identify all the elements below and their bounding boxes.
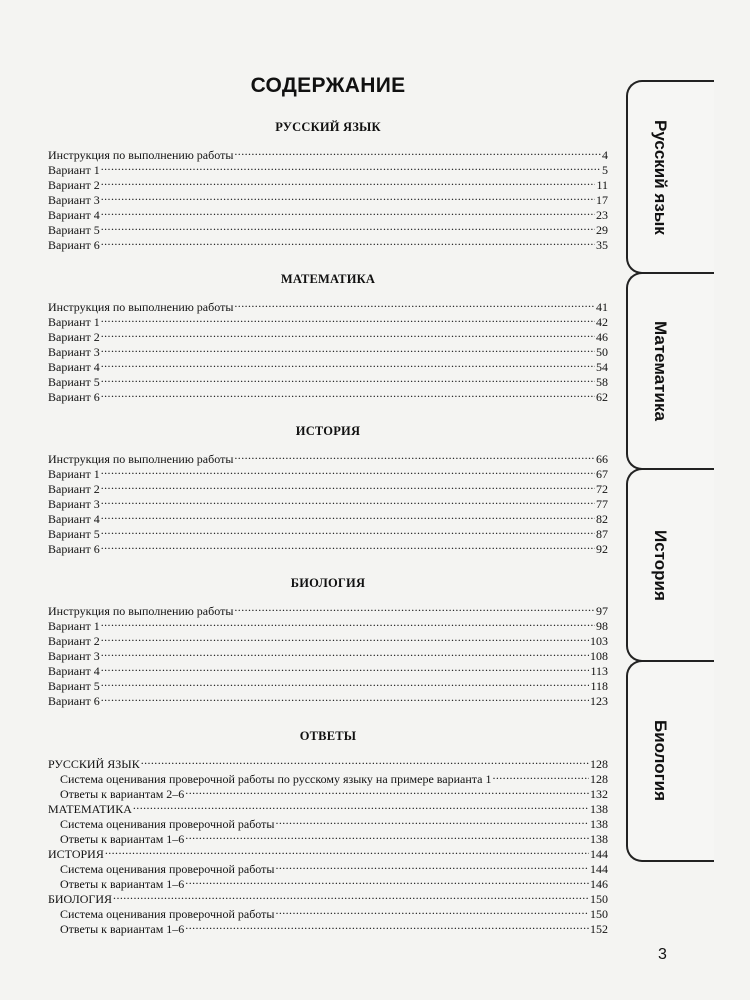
- toc-entry[interactable]: [48, 508, 608, 526]
- dot-leader: [101, 159, 601, 174]
- toc-entry-label: Вариант 4: [48, 208, 100, 222]
- dot-leader: [101, 690, 589, 705]
- toc-entry[interactable]: [48, 858, 608, 876]
- tab-label: История: [651, 529, 670, 601]
- toc-entry[interactable]: [48, 690, 608, 708]
- toc-entry[interactable]: [48, 371, 608, 389]
- toc-entry[interactable]: [48, 386, 608, 404]
- dot-leader: [101, 356, 595, 371]
- dot-leader: [101, 523, 595, 538]
- toc-entry[interactable]: [48, 523, 608, 541]
- toc-entry-label: ИСТОРИЯ: [48, 847, 104, 861]
- toc-entry[interactable]: [48, 493, 608, 511]
- dot-leader: [101, 675, 590, 690]
- toc-entry-label: Вариант 2: [48, 178, 100, 192]
- toc-entry-label: Вариант 3: [48, 497, 100, 511]
- dot-leader: [101, 234, 595, 249]
- toc-entry-page: 92: [596, 542, 608, 556]
- dot-leader: [234, 448, 595, 463]
- section-gap: [48, 249, 608, 270]
- toc-entry-label: Вариант 1: [48, 315, 100, 329]
- toc-entry-page: 132: [590, 787, 608, 801]
- toc-entry-label: Инструкция по выполнению работы: [48, 604, 234, 618]
- dot-leader: [101, 371, 595, 386]
- toc-entry-page: 152: [590, 922, 608, 936]
- toc-entry[interactable]: [48, 296, 608, 314]
- toc-entry-label: Вариант 2: [48, 634, 100, 648]
- toc-entry-label: Система оценивания проверочной работы: [60, 862, 275, 876]
- toc-entry-label: МАТЕМАТИКА: [48, 802, 132, 816]
- toc-entry-label: Вариант 1: [48, 467, 100, 481]
- toc-entry-label: Вариант 4: [48, 664, 100, 678]
- toc-entry-page: 118: [590, 679, 608, 693]
- toc-entry[interactable]: [48, 675, 608, 693]
- toc-entry[interactable]: [48, 356, 608, 374]
- toc-entry-page: 41: [596, 300, 608, 314]
- dot-leader: [234, 296, 595, 311]
- dot-leader: [101, 538, 595, 553]
- section-title: РУССКИЙ ЯЗЫК: [275, 120, 381, 134]
- dot-leader: [234, 144, 601, 159]
- toc-entry-label: РУССКИЙ ЯЗЫК: [48, 757, 140, 771]
- toc-entry-label: Вариант 2: [48, 482, 100, 496]
- subject-tabs: [626, 76, 716, 866]
- toc-entry-label: БИОЛОГИЯ: [48, 892, 113, 906]
- toc-entry-page: 23: [596, 208, 608, 222]
- toc-entry[interactable]: [48, 645, 608, 663]
- toc-section: [48, 574, 608, 708]
- dot-leader: [275, 903, 589, 918]
- toc-entry-page: 150: [590, 907, 608, 921]
- toc-entry-page: 11: [596, 178, 608, 192]
- toc-entry-label: Вариант 1: [48, 163, 100, 177]
- toc-entry-page: 128: [590, 757, 608, 771]
- toc-entry[interactable]: [48, 660, 608, 678]
- dot-leader: [105, 843, 589, 858]
- toc-entry-label: Система оценивания проверочной работы: [60, 907, 275, 921]
- dot-leader: [185, 783, 589, 798]
- toc-entry-page: 58: [596, 375, 608, 389]
- dot-leader: [101, 311, 595, 326]
- dot-leader: [101, 615, 595, 630]
- toc-entry[interactable]: [48, 630, 608, 648]
- toc-entry-page: 35: [596, 238, 608, 252]
- dot-leader: [234, 600, 595, 615]
- dot-leader: [185, 873, 589, 888]
- dot-leader: [101, 463, 595, 478]
- toc-section: [48, 727, 608, 936]
- toc-entry[interactable]: [48, 144, 608, 162]
- dot-leader: [101, 493, 595, 508]
- dot-leader: [101, 508, 595, 523]
- toc-entry[interactable]: [48, 753, 608, 771]
- toc-entry[interactable]: [48, 341, 608, 359]
- toc-section: [48, 118, 608, 252]
- toc-entry-page: 77: [596, 497, 608, 511]
- toc-entry-page: 82: [596, 512, 608, 526]
- toc-entry[interactable]: [48, 615, 608, 633]
- toc-entry-page: 66: [596, 452, 608, 466]
- toc-entry-page: 123: [590, 694, 608, 708]
- toc-entry-label: Инструкция по выполнению работы: [48, 300, 234, 314]
- toc-entry-page: 138: [590, 802, 608, 816]
- toc-entry-page: 146: [590, 877, 608, 891]
- toc-entry-page: 87: [596, 527, 608, 541]
- toc-entry-label: Ответы к вариантам 1–6: [60, 922, 185, 936]
- toc-entry-label: Вариант 3: [48, 345, 100, 359]
- toc-entry[interactable]: [48, 463, 608, 481]
- toc-entry[interactable]: [48, 234, 608, 252]
- toc-entry-label: Вариант 2: [48, 330, 100, 344]
- toc-entry[interactable]: [48, 538, 608, 556]
- toc-entry-label: Вариант 5: [48, 527, 100, 541]
- section-title: БИОЛОГИЯ: [290, 576, 366, 590]
- toc-entry-label: Вариант 1: [48, 619, 100, 633]
- toc-entry-page: 72: [596, 482, 608, 496]
- toc-entry[interactable]: [48, 189, 608, 207]
- dot-leader: [101, 645, 589, 660]
- section-gap: [48, 705, 608, 727]
- toc-entry[interactable]: [48, 219, 608, 237]
- tab-label: Русский язык: [651, 119, 670, 235]
- dot-leader: [101, 204, 595, 219]
- toc-entry[interactable]: [48, 159, 608, 177]
- toc-entry-label: Вариант 6: [48, 390, 100, 404]
- toc-entry-label: Система оценивания проверочной работы по русскому языку на примере варианта 1: [60, 772, 492, 786]
- tab-math[interactable]: [626, 272, 714, 470]
- toc-entry-page: 128: [590, 772, 608, 786]
- dot-leader: [101, 341, 595, 356]
- toc-entry-page: 46: [596, 330, 608, 344]
- toc-entry-label: Вариант 3: [48, 193, 100, 207]
- toc-entry-label: Вариант 6: [48, 694, 100, 708]
- dot-leader: [492, 768, 589, 783]
- dot-leader: [275, 813, 589, 828]
- toc-entry-page: 138: [590, 832, 608, 846]
- toc-entry-label: Вариант 6: [48, 542, 100, 556]
- dot-leader: [101, 174, 596, 189]
- dot-leader: [101, 189, 595, 204]
- toc-entry-page: 42: [596, 315, 608, 329]
- dot-leader: [101, 326, 595, 341]
- toc-entry-page: 144: [590, 847, 608, 861]
- toc-entry-page: 17: [596, 193, 608, 207]
- toc-entry-label: Вариант 4: [48, 512, 100, 526]
- toc-entry-page: 150: [590, 892, 608, 906]
- toc-entry-label: Вариант 5: [48, 375, 100, 389]
- toc-entry-label: Вариант 5: [48, 679, 100, 693]
- toc-entry[interactable]: [48, 843, 608, 861]
- toc-entry[interactable]: [48, 448, 608, 466]
- toc-entry-page: 103: [590, 634, 608, 648]
- dot-leader: [185, 918, 589, 933]
- toc-entry[interactable]: [48, 813, 608, 831]
- dot-leader: [185, 828, 589, 843]
- dot-leader: [101, 660, 590, 675]
- section-title: МАТЕМАТИКА: [280, 272, 376, 286]
- toc-entry-page: 97: [596, 604, 608, 618]
- toc-entry-page: 67: [596, 467, 608, 481]
- toc-entry-label: Ответы к вариантам 1–6: [60, 877, 185, 891]
- toc-section: [48, 270, 608, 404]
- toc-entry[interactable]: [48, 174, 608, 192]
- toc-entry-page: 50: [596, 345, 608, 359]
- dot-leader: [141, 753, 589, 768]
- dot-leader: [101, 478, 595, 493]
- toc-section: [48, 422, 608, 556]
- tab-history[interactable]: [626, 468, 714, 662]
- toc-entry[interactable]: [48, 204, 608, 222]
- tab-label: Математика: [651, 321, 670, 421]
- toc-entry-page: 144: [590, 862, 608, 876]
- toc-entry-label: Вариант 3: [48, 649, 100, 663]
- toc-entry-page: 62: [596, 390, 608, 404]
- toc-entry[interactable]: [48, 311, 608, 329]
- tab-russian[interactable]: [626, 80, 714, 274]
- toc-entry[interactable]: [48, 798, 608, 816]
- toc-entry-label: Система оценивания проверочной работы: [60, 817, 275, 831]
- toc-entry-page: 108: [590, 649, 608, 663]
- toc-entry-page: 138: [590, 817, 608, 831]
- page-number: 3: [658, 946, 667, 963]
- toc-entry-label: Вариант 5: [48, 223, 100, 237]
- toc-entry-label: Инструкция по выполнению работы: [48, 452, 234, 466]
- toc-entry-label: Ответы к вариантам 1–6: [60, 832, 185, 846]
- toc-entry-label: Вариант 6: [48, 238, 100, 252]
- toc-entry-label: Вариант 4: [48, 360, 100, 374]
- table-of-contents: [48, 118, 608, 936]
- dot-leader: [101, 630, 589, 645]
- toc-entry-page: 113: [590, 664, 608, 678]
- dot-leader: [101, 219, 595, 234]
- toc-entry-page: 54: [596, 360, 608, 374]
- toc-entry-page: 29: [596, 223, 608, 237]
- page-title: СОДЕРЖАНИЕ: [250, 74, 406, 97]
- toc-entry[interactable]: [48, 903, 608, 921]
- toc-entry-page: 5: [602, 163, 608, 177]
- section-title: ИСТОРИЯ: [295, 424, 361, 438]
- tab-biology[interactable]: [626, 660, 714, 862]
- section-gap: [48, 401, 608, 422]
- toc-entry-label: Инструкция по выполнению работы: [48, 148, 234, 162]
- dot-leader: [275, 858, 589, 873]
- section-gap: [48, 553, 608, 574]
- dot-leader: [133, 798, 589, 813]
- toc-entry[interactable]: [48, 888, 608, 906]
- toc-entry-page: 4: [602, 148, 608, 162]
- dot-leader: [101, 386, 595, 401]
- toc-entry-page: 98: [596, 619, 608, 633]
- toc-entry[interactable]: [48, 600, 608, 618]
- tab-label: Биология: [651, 720, 670, 802]
- section-title: ОТВЕТЫ: [299, 729, 357, 743]
- toc-entry[interactable]: [48, 326, 608, 344]
- toc-entry[interactable]: [48, 478, 608, 496]
- dot-leader: [113, 888, 589, 903]
- toc-entry-label: Ответы к вариантам 2–6: [60, 787, 185, 801]
